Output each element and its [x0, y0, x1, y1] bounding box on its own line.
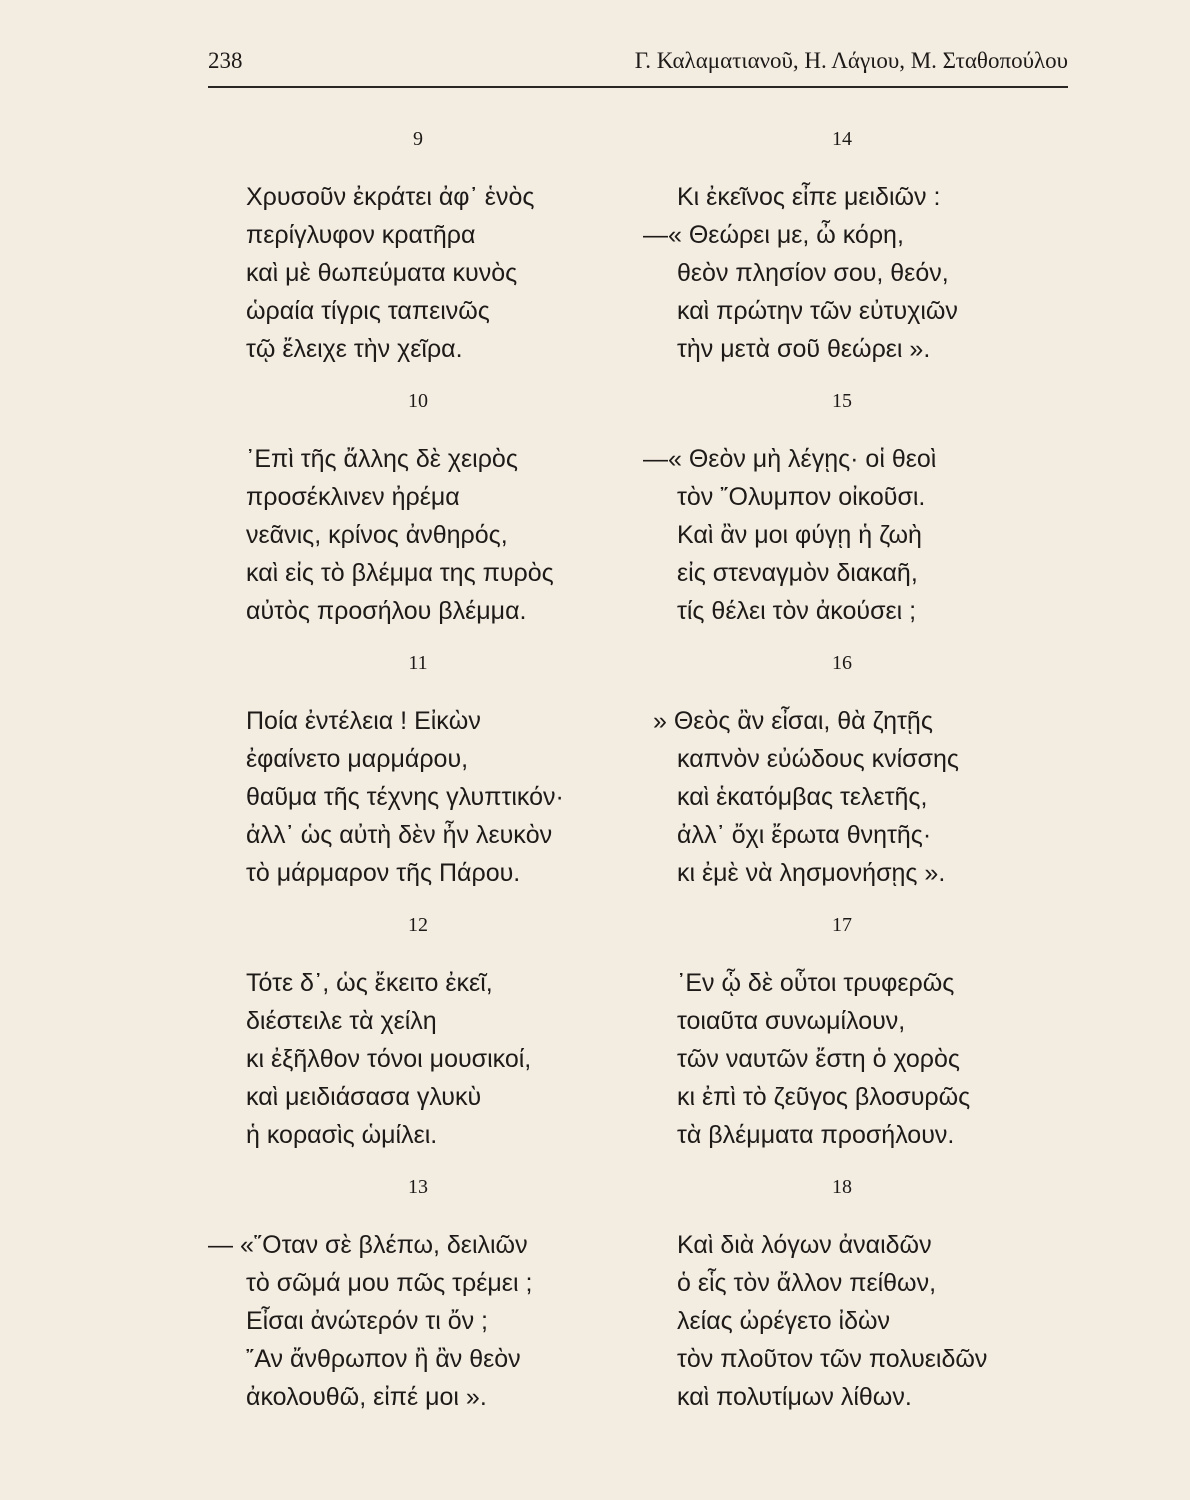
verse-line: αὐτὸς προσήλου βλέμμα.	[246, 597, 527, 625]
right-column	[632, 120, 1052, 1430]
verse-line: τὰ βλέμματα προσήλουν.	[677, 1121, 955, 1149]
verse-line: περίγλυφον κρατῆρα	[246, 221, 476, 249]
verse-line: ὡραία τίγρις ταπεινῶς	[246, 297, 490, 325]
verse-line: λείας ὠρέγετο ἰδὼν	[677, 1307, 891, 1335]
stanza-lines	[208, 1226, 532, 1416]
stanza-lines	[632, 1226, 987, 1416]
stanza-lines	[632, 702, 959, 892]
verse-line: —« Θεώρει με, ὦ κόρη,	[643, 221, 904, 249]
verse-line: εἰς στεναγμὸν διακαῆ,	[677, 559, 918, 587]
stanza-lines	[208, 440, 554, 630]
page-number: 238	[208, 48, 243, 73]
verse-line: τὸν πλοῦτον τῶν πολυειδῶν	[677, 1345, 988, 1373]
stanza-number: 11	[408, 652, 428, 674]
stanza-number: 9	[413, 128, 423, 150]
verse-line: ῎Αν ἄνθρωπον ἢ ἂν θεὸν	[246, 1345, 521, 1373]
verse-line: νεᾶνις, κρίνος ἀνθηρός,	[246, 521, 508, 549]
stanza-lines	[632, 440, 936, 630]
verse-line: ἀλλ᾽ ὡς αὐτὴ δὲν ἦν λευκὸν	[246, 821, 553, 849]
verse-line: θεὸν πλησίον σου, θεόν,	[677, 259, 949, 287]
verse-line: τοιαῦτα συνωμίλουν,	[677, 1007, 906, 1035]
header-rule	[208, 86, 1068, 88]
stanza-number: 18	[832, 1176, 852, 1198]
stanza-number: 15	[832, 390, 852, 412]
verse-line: τίς θέλει τὸν ἀκούσει ;	[677, 597, 917, 625]
verse-line: —« Θεὸν μὴ λέγῃς· οἱ θεοὶ	[643, 445, 937, 473]
stanza-lines	[208, 702, 564, 892]
stanza	[208, 906, 628, 1168]
stanza-number: 17	[832, 914, 852, 936]
page-header	[208, 44, 1068, 84]
verse-line: προσέκλινεν ἠρέμα	[246, 483, 460, 511]
verse-line: ᾽Εν ᾧ δὲ οὗτοι τρυφερῶς	[677, 969, 955, 997]
stanza	[208, 644, 628, 906]
verse-line: Ποία ἐντέλεια ! Εἰκὼν	[246, 707, 481, 735]
stanza	[632, 906, 1052, 1168]
stanza	[208, 1168, 628, 1430]
verse-line: ὁ εἷς τὸν ἄλλον πείθων,	[677, 1269, 937, 1297]
stanza-lines	[632, 178, 958, 368]
verse-line: καὶ ἑκατόμβας τελετῆς,	[677, 783, 928, 811]
stanza	[632, 1168, 1052, 1430]
verse-line: τῷ ἔλειχε τὴν χεῖρα.	[246, 335, 463, 363]
running-head: Γ. Καλαματιανοῦ, Η. Λάγιου, Μ. Σταθοπούλου	[634, 48, 1068, 73]
stanza	[208, 120, 628, 382]
verse-line: κι ἐπὶ τὸ ζεῦγος βλοσυρῶς	[677, 1083, 971, 1111]
verse-line: καὶ πολυτίμων λίθων.	[677, 1383, 912, 1411]
stanza-number: 10	[408, 390, 428, 412]
stanza-number: 12	[408, 914, 428, 936]
verse-line: — «῞Οταν σὲ βλέπω, δειλιῶν	[208, 1231, 528, 1259]
verse-line: καὶ εἰς τὸ βλέμμα της πυρὸς	[246, 559, 554, 587]
stanza-number: 16	[832, 652, 852, 674]
verse-line: Τότε δ᾽, ὡς ἔκειτο ἐκεῖ,	[246, 969, 493, 997]
verse-line: θαῦμα τῆς τέχνης γλυπτικόν·	[246, 783, 564, 811]
verse-line: ἀκολουθῶ, εἰπέ μοι ».	[246, 1383, 487, 1411]
verse-line: ἀλλ᾽ ὄχι ἔρωτα θνητῆς·	[677, 821, 932, 849]
verse-line: Καὶ διὰ λόγων ἀναιδῶν	[677, 1231, 932, 1259]
stanza	[208, 382, 628, 644]
stanza	[632, 120, 1052, 382]
verse-line: Καὶ ἂν μοι φύγῃ ἡ ζωὴ	[677, 521, 922, 549]
stanza-lines	[208, 178, 534, 368]
stanza-number: 14	[832, 128, 852, 150]
stanza	[632, 644, 1052, 906]
verse-line: κι ἐξῆλθον τόνοι μουσικοί,	[246, 1045, 532, 1073]
verse-line: τὸ σῶμά μου πῶς τρέμει ;	[246, 1269, 533, 1297]
verse-line: καπνὸν εὐώδους κνίσσης	[677, 745, 959, 773]
verse-line: τῶν ναυτῶν ἔστη ὁ χορὸς	[677, 1045, 960, 1073]
verse-line: τὸν ῎Ολυμπον οἰκοῦσι.	[677, 483, 926, 511]
verse-line: τὸ μάρμαρον τῆς Πάρου.	[246, 859, 521, 887]
verse-line: τὴν μετὰ σοῦ θεώρει ».	[677, 335, 931, 363]
verse-line: κι ἐμὲ νὰ λησμονήσῃς ».	[677, 859, 946, 887]
verse-line: καὶ μειδιάσασα γλυκὺ	[246, 1083, 482, 1111]
verse-line: » Θεὸς ἂν εἶσαι, θὰ ζητῇς	[653, 707, 933, 735]
stanza	[632, 382, 1052, 644]
verse-line: Εἶσαι ἀνώτερόν τι ὄν ;	[246, 1307, 488, 1335]
verse-line: καὶ πρώτην τῶν εὐτυχιῶν	[677, 297, 958, 325]
verse-line: καὶ μὲ θωπεύματα κυνὸς	[246, 259, 518, 287]
verse-line: ἐφαίνετο μαρμάρου,	[246, 745, 469, 773]
verse-line: ἡ κορασὶς ὡμίλει.	[246, 1121, 438, 1149]
stanza-lines	[208, 964, 531, 1154]
left-column	[208, 120, 628, 1430]
stanza-number: 13	[408, 1176, 428, 1198]
verse-line: Κι ἐκεῖνος εἶπε μειδιῶν :	[677, 183, 941, 211]
verse-line: διέστειλε τὰ χείλη	[246, 1007, 437, 1035]
verse-line: Χρυσοῦν ἐκράτει ἀφ᾽ ἑνὸς	[246, 183, 535, 211]
stanza-lines	[632, 964, 970, 1154]
verse-line: ᾽Επὶ τῆς ἄλλης δὲ χειρὸς	[246, 445, 518, 473]
